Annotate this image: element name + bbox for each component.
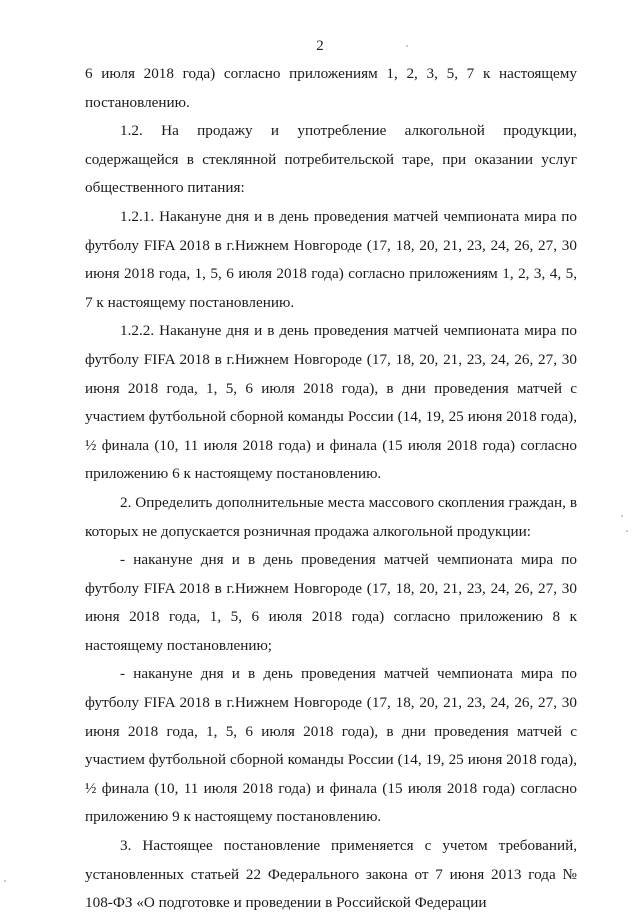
scan-mark bbox=[621, 515, 623, 517]
document-body bbox=[85, 60, 577, 918]
paragraph-2-item-2: - накануне дня и в день проведения матчей чемпионата мира по футболу FIFA 2018 в г.Нижнем Новгороде (17, 18, 20, 21, 23, 24, 26, 27, 30 июня 2018 года, 1, 5, 6 июля 2018 года), в дни проведения матчей с участием футбольной сборной команды России (14, 19, 25 июня 2018 года), ½ финала (10, 11 июля 2018 года) и финала (15 июля 2018 года) согласно приложению 9 к настоящему постановлению. bbox=[85, 665, 577, 826]
scan-mark bbox=[406, 45, 408, 47]
paragraph-1-2: 1.2. На продажу и употребление алкогольной продукции, содержащейся в стеклянной потребительской таре, при оказании услуг общественного питания: bbox=[85, 122, 577, 197]
scan-mark bbox=[626, 530, 628, 532]
scan-mark bbox=[4, 880, 6, 882]
paragraph-2-item-1: - накануне дня и в день проведения матчей чемпионата мира по футболу FIFA 2018 в г.Нижнем Новгороде (17, 18, 20, 21, 23, 24, 26, 27, 30 июня 2018 года, 1, 5, 6 июля 2018 года) согласно приложению 8 к настоящему постановлению; bbox=[85, 551, 577, 654]
paragraph-1-2-2: 1.2.2. Накануне дня и в день проведения матчей чемпионата мира по футболу FIFA 2018 в г.Нижнем Новгороде (17, 18, 20, 21, 23, 24, 26, 27, 30 июня 2018 года, 1, 5, 6 июля 2018 года), в дни проведения матчей с участием футбольной сборной команды России (14, 19, 25 июня 2018 года), ½ финала (10, 11 июля 2018 года) и финала (15 июля 2018 года) согласно приложению 6 к настоящему постановлению. bbox=[85, 322, 577, 483]
page-number: 2 bbox=[316, 38, 324, 54]
paragraph-3: 3. Настоящее постановление применяется с учетом требований, установленных статьей 22 Федерального закона от 7 июня 2013 года № 108-ФЗ «О подготовке и проведении в Российской Федерации bbox=[85, 837, 577, 912]
paragraph-1-2-1: 1.2.1. Накануне дня и в день проведения матчей чемпионата мира по футболу FIFA 2018 в г.Нижнем Новгороде (17, 18, 20, 21, 23, 24, 26, 27, 30 июня 2018 года, 1, 5, 6 июля 2018 года) согласно приложениям 1, 2, 3, 4, 5, 7 к настоящему постановлению. bbox=[85, 207, 577, 311]
paragraph-continuation: 6 июля 2018 года) согласно приложениям 1, 2, 3, 5, 7 к настоящему постановлению. bbox=[85, 65, 577, 111]
paragraph-2: 2. Определить дополнительные места массового скопления граждан, в которых не допускается розничная продажа алкогольной продукции: bbox=[85, 493, 577, 540]
